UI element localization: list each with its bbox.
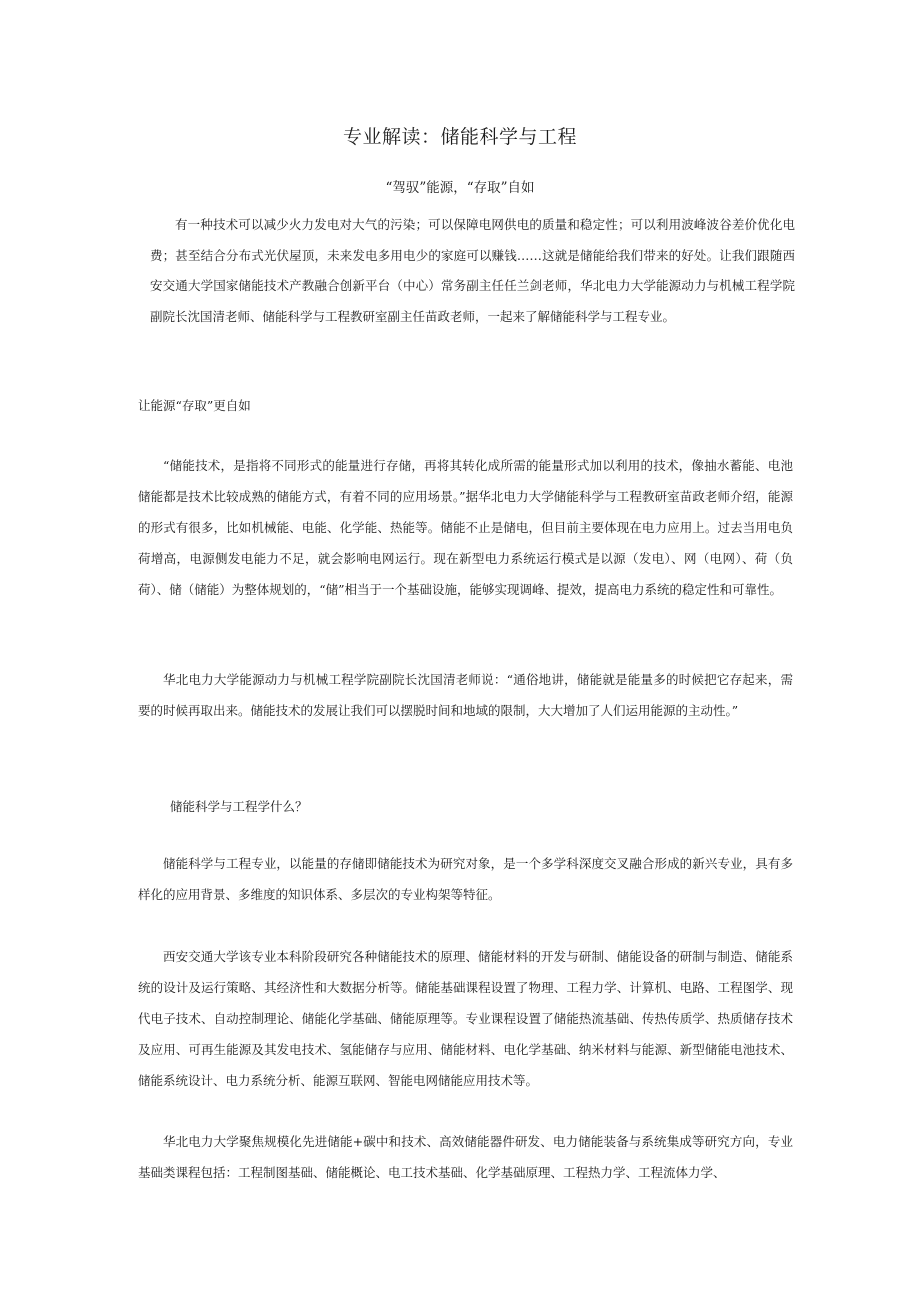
paragraph-ncepu-courses: 华北电力大学聚焦规模化先进储能+碳中和技术、高效储能器件研发、电力储能装备与系统集成等研究方向，专业基础类课程包括：工程制图基础、储能概论、电工技术基础、化学基础原理、工程热力学、工程流体力学、 <box>138 1134 793 1180</box>
paragraph-quote-shen: 华北电力大学能源动力与机械工程学院副院长沈国清老师说：“通俗地讲，储能就是能量多的时候把它存起来，需要的时候再取出来。储能技术的发展让我们可以摆脱时间和地域的限制，大大增加了人们运用能源的主动性。” <box>138 672 793 718</box>
section-heading-storage: 让能源“存取”更自如 <box>138 398 251 413</box>
document-title: 专业解读：储能科学与工程 <box>342 126 577 148</box>
document-subtitle: “驾驭”能源，“存取”自如 <box>385 180 535 196</box>
paragraph-major-overview: 储能科学与工程专业，以能量的存储即储能技术为研究对象，是一个多学科深度交叉融合形成的新兴专业，具有多样化的应用背景、多维度的知识体系、多层次的专业构架等特征。 <box>138 856 793 902</box>
paragraph-storage-technology: “储能技术，是指将不同形式的能量进行存储，再将其转化成所需的能量形式加以利用的技术，像抽水蓄能、电池储能都是技术比较成熟的储能方式，有着不同的应用场景。”据华北电力大学储能科学与工程教研室苗政老师介绍，能源的形式有很多，比如机械能、电能、化学能、热能等。储能不止是储电，但目前主要体现在电力应用上。过去当用电负荷增高，电源侧发电能力不足，就会影响电网运行。现在新型电力系统运行模式是以源（发电）、网（电网）、荷（负荷）、储（储能）为整体规划的，“储”相当于一个基础设施，能够实现调峰、提效，提高电力系统的稳定性和可靠性。 <box>138 458 793 597</box>
paragraph-xjtu-courses: 西安交通大学该专业本科阶段研究各种储能技术的原理、储能材料的开发与研制、储能设备的研制与制造、储能系统的设计及运行策略、其经济性和大数据分析等。储能基础课程设置了物理、工程力学、计算机、电路、工程图学、现代电子技术、自动控制理论、储能化学基础、储能原理等。专业课程设置了储能热流基础、传热传质学、热质储存技术及应用、可再生能源及其发电技术、氢能储存与应用、储能材料、电化学基础、纳米材料与能源、新型储能电池技术、储能系统设计、电力系统分析、能源互联网、智能电网储能应用技术等。 <box>138 949 793 1088</box>
section-heading-curriculum: 储能科学与工程学什么？ <box>170 799 308 814</box>
intro-paragraph: 有一种技术可以减少火力发电对大气的污染；可以保障电网供电的质量和稳定性；可以利用波峰波谷差价优化电费；甚至结合分布式光伏屋顶，未来发电多用电少的家庭可以赚钱……这就是储能给我们带来的好处。让我们跟随西安交通大学国家储能技术产教融合创新平台（中心）常务副主任任兰剑老师，华北电力大学能源动力与机械工程学院副院长沈国清老师、储能科学与工程教研室副主任苗政老师，一起来了解储能科学与工程专业。 <box>150 217 795 324</box>
